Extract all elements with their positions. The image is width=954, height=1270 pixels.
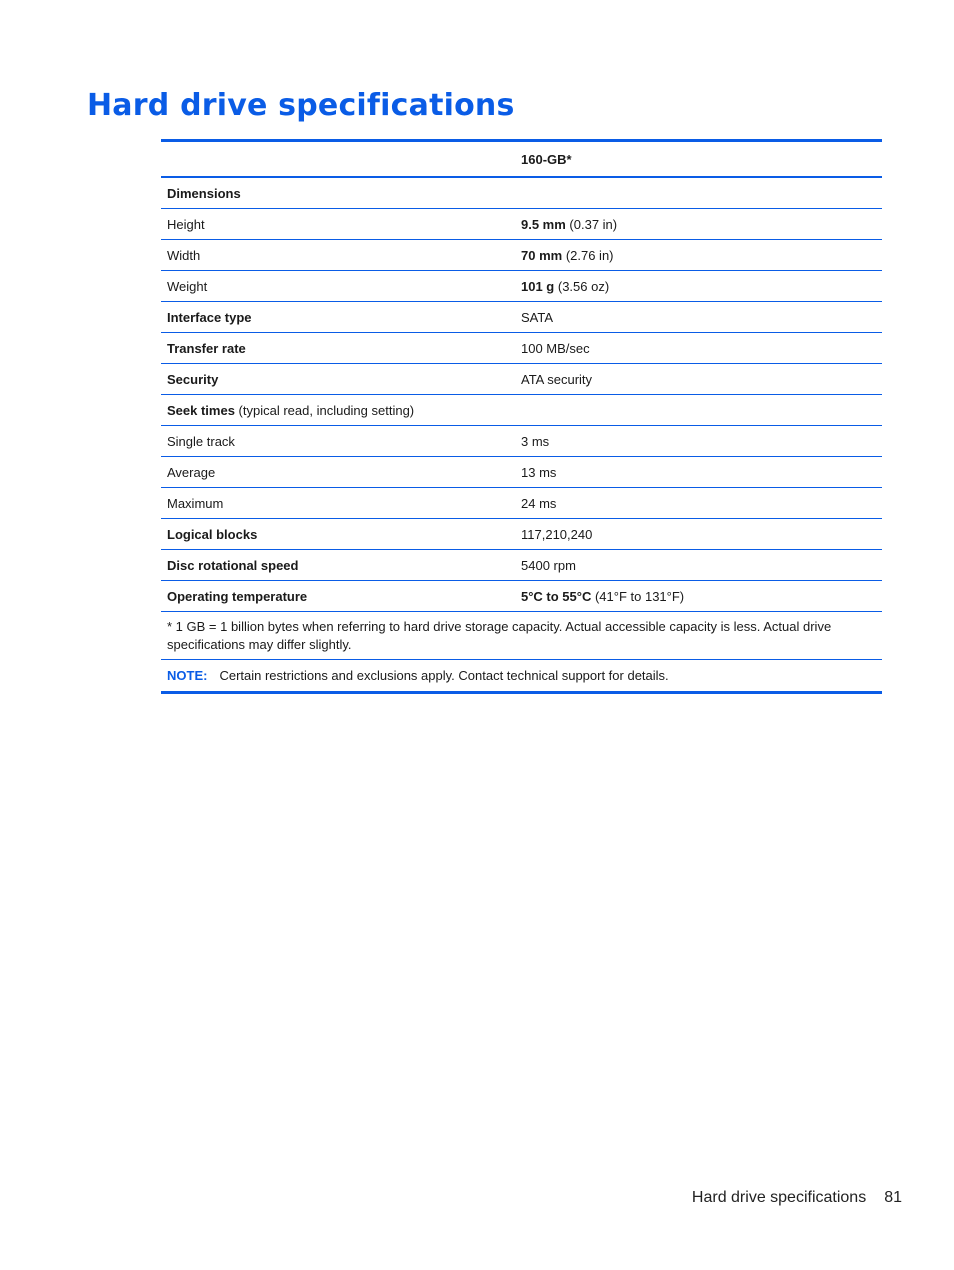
page-title: Hard drive specifications	[87, 88, 515, 123]
table-row	[161, 581, 882, 612]
note-cell	[161, 660, 882, 693]
spec-table	[161, 139, 882, 694]
row-value	[515, 240, 882, 271]
row-label	[161, 457, 515, 488]
row-value-text: 100 MB/sec	[521, 340, 590, 356]
note-text: Certain restrictions and exclusions apply. Contact technical support for details.	[219, 668, 669, 683]
column-header: 160-GB*	[515, 141, 882, 178]
table-row	[161, 519, 882, 550]
row-value	[515, 488, 882, 519]
table-row	[161, 364, 882, 395]
row-label-text: Logical blocks	[167, 526, 258, 542]
row-value-text: (3.56 oz)	[554, 278, 610, 294]
row-value-text: 117,210,240	[521, 526, 593, 542]
note-row	[161, 660, 882, 693]
row-value	[515, 550, 882, 581]
table-row	[161, 209, 882, 240]
row-label-text: Maximum	[167, 495, 224, 511]
row-value-text: SATA	[521, 309, 554, 325]
table-row	[161, 302, 882, 333]
row-value-text: (41°F to 131°F)	[591, 588, 685, 604]
row-label-suffix: (typical read, including setting)	[234, 402, 415, 418]
footnote-row	[161, 612, 882, 660]
table-row	[161, 240, 882, 271]
row-label	[161, 426, 515, 457]
row-label-text: Transfer rate	[167, 340, 246, 356]
row-label-text: Disc rotational speed	[167, 557, 299, 573]
row-value-text: (0.37 in)	[565, 216, 618, 232]
table-row	[161, 457, 882, 488]
row-label	[161, 240, 515, 271]
row-label-text: Weight	[167, 278, 208, 294]
row-label-text: Security	[167, 371, 219, 387]
row-value-text: 5400 rpm	[521, 557, 576, 573]
row-value	[515, 333, 882, 364]
row-label	[161, 581, 515, 612]
footer-section-title: Hard drive specifications	[691, 1189, 867, 1206]
table-row	[161, 333, 882, 364]
row-label	[161, 302, 515, 333]
table-row	[161, 550, 882, 581]
table-header-row	[161, 141, 882, 178]
row-label	[161, 177, 515, 209]
row-label	[161, 550, 515, 581]
footnote: * 1 GB = 1 billion bytes when referring to hard drive storage capacity. Actual accessible capacity is less. Actual drive specifications may differ slightly.	[161, 612, 882, 660]
table-row	[161, 271, 882, 302]
row-label-text: Width	[167, 247, 201, 263]
row-value	[515, 364, 882, 395]
row-value	[515, 581, 882, 612]
row-label-text: Operating temperature	[167, 588, 308, 604]
row-value	[515, 426, 882, 457]
row-label	[161, 395, 515, 426]
row-value-text: 13 ms	[521, 464, 557, 480]
row-value	[515, 457, 882, 488]
row-label-text: Seek times	[167, 402, 235, 418]
row-label-text: Interface type	[167, 309, 252, 325]
row-label-text: Average	[167, 464, 216, 480]
row-value-bold: 5°C to 55°C	[521, 588, 592, 604]
row-value	[515, 519, 882, 550]
row-value-bold: 70 mm	[521, 247, 563, 263]
row-value-text: 24 ms	[521, 495, 557, 511]
row-label	[161, 209, 515, 240]
row-label	[161, 519, 515, 550]
row-value	[515, 395, 882, 426]
row-value	[515, 271, 882, 302]
row-label-text: Height	[167, 216, 205, 232]
row-value-text: 3 ms	[521, 433, 550, 449]
row-value	[515, 302, 882, 333]
page-number: 81	[884, 1189, 902, 1206]
row-value	[515, 209, 882, 240]
row-label	[161, 271, 515, 302]
note-label: NOTE:	[167, 668, 208, 683]
table-row	[161, 395, 882, 426]
table-row	[161, 488, 882, 519]
row-value-bold: 101 g	[521, 278, 555, 294]
row-value-bold: 9.5 mm	[521, 216, 566, 232]
row-label-text: Dimensions	[167, 185, 241, 201]
table-row	[161, 177, 882, 209]
spec-table-body	[161, 141, 882, 693]
header-blank-cell	[161, 141, 515, 178]
row-label-text: Single track	[167, 433, 235, 449]
row-label	[161, 488, 515, 519]
row-value	[515, 177, 882, 209]
table-row	[161, 426, 882, 457]
page-footer	[692, 1189, 902, 1207]
row-value-text: (2.76 in)	[562, 247, 614, 263]
row-label	[161, 333, 515, 364]
row-value-text: ATA security	[521, 371, 593, 387]
row-label	[161, 364, 515, 395]
